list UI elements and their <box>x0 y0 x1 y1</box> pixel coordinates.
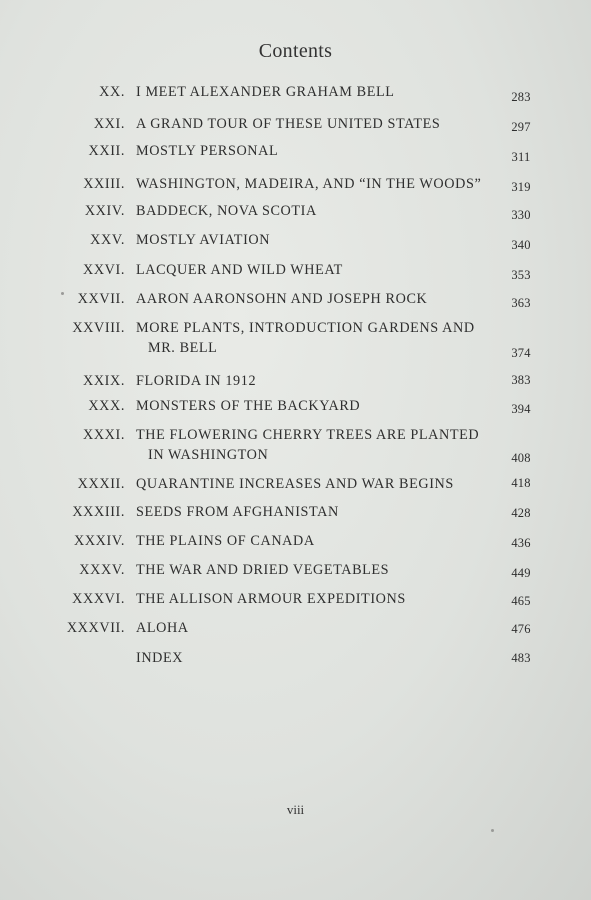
chapter-title <box>136 289 504 309</box>
chapter-title <box>136 371 504 391</box>
chapter-number: XXII. <box>88 143 125 159</box>
chapter-title-line: BADDECK, NOVA SCOTIA <box>136 203 317 219</box>
chapter-page-number: 374 <box>511 346 531 360</box>
chapter-number: XX. <box>99 84 125 100</box>
chapter-number: XXXIII. <box>72 504 125 520</box>
chapter-title <box>136 560 504 580</box>
chapter-page-number: 394 <box>511 402 531 416</box>
chapter-title-line: FLORIDA IN 1912 <box>136 373 257 389</box>
chapter-page-number: 476 <box>511 622 531 636</box>
chapter-page-number: 418 <box>511 476 531 490</box>
chapter-title-line: MOSTLY PERSONAL <box>136 143 279 159</box>
chapter-title <box>136 589 504 609</box>
chapter-title-continuation: MR. BELL <box>148 340 218 356</box>
chapter-page-number: 297 <box>511 120 531 134</box>
chapter-title <box>136 141 504 161</box>
chapter-page-number: 340 <box>511 238 531 252</box>
chapter-page-number: 353 <box>511 268 531 282</box>
paper-speck <box>61 292 64 295</box>
chapter-title <box>136 260 504 280</box>
chapter-title-line: A GRAND TOUR OF THESE UNITED STATES <box>136 116 441 132</box>
chapter-number: XXIX. <box>82 373 125 389</box>
chapter-title-line: THE WAR AND DRIED VEGETABLES <box>136 562 390 578</box>
chapter-title-line: AARON AARONSOHN AND JOSEPH ROCK <box>136 291 428 307</box>
chapter-number: XXXV. <box>79 562 125 578</box>
chapter-title <box>136 474 504 494</box>
chapter-title <box>136 174 504 194</box>
chapter-page-number: 483 <box>511 651 531 665</box>
chapter-page-number: 449 <box>511 566 531 580</box>
chapter-title-continuation: IN WASHINGTON <box>148 447 269 463</box>
chapter-title <box>136 396 504 416</box>
chapter-number: XXXIV. <box>73 533 125 549</box>
chapter-number: XXI. <box>93 116 125 132</box>
chapter-title-line: MOSTLY AVIATION <box>136 232 271 248</box>
chapter-page-number: 311 <box>511 150 531 164</box>
chapter-number: XXXVII. <box>66 620 125 636</box>
chapter-title <box>136 230 504 250</box>
chapter-title-line: ALOHA <box>136 620 189 636</box>
chapter-page-number: 408 <box>511 451 531 465</box>
chapter-number: XXXVI. <box>72 591 125 607</box>
chapter-title <box>136 318 504 358</box>
chapter-page-number: 436 <box>511 536 531 550</box>
chapter-page-number: 283 <box>511 90 531 104</box>
chapter-title-line: SEEDS FROM AFGHANISTAN <box>136 504 339 520</box>
chapter-title-line: MONSTERS OF THE BACKYARD <box>136 398 361 414</box>
chapter-title <box>136 502 504 522</box>
chapter-title <box>136 531 504 551</box>
chapter-number: XXXI. <box>82 427 125 443</box>
chapter-title <box>136 82 504 102</box>
page-title: Contents <box>258 40 333 62</box>
chapter-number: XXV. <box>90 232 125 248</box>
chapter-number: XXIII. <box>83 176 125 192</box>
chapter-number: XXVII. <box>77 291 125 307</box>
chapter-title-line: THE PLAINS OF CANADA <box>136 533 315 549</box>
chapter-title-line: WASHINGTON, MADEIRA, AND “IN THE WOODS” <box>136 176 482 192</box>
paper-speck <box>491 829 494 832</box>
chapter-title <box>136 648 504 668</box>
chapter-title <box>136 201 504 221</box>
chapter-page-number: 319 <box>511 180 531 194</box>
chapter-title-line: MORE PLANTS, INTRODUCTION GARDENS AND <box>136 320 475 336</box>
chapter-number: XXVI. <box>82 262 125 278</box>
chapter-title-line: LACQUER AND WILD WHEAT <box>136 262 343 278</box>
chapter-number: XXXII. <box>77 476 125 492</box>
chapter-title-line: QUARANTINE INCREASES AND WAR BEGINS <box>136 476 454 492</box>
chapter-title <box>136 618 504 638</box>
chapter-number: XXX. <box>88 398 125 414</box>
chapter-title <box>136 114 504 134</box>
chapter-page-number: 383 <box>511 373 531 387</box>
chapter-title <box>136 425 504 465</box>
chapter-page-number: 330 <box>511 208 531 222</box>
chapter-page-number: 363 <box>511 296 531 310</box>
chapter-page-number: 465 <box>511 594 531 608</box>
chapter-number: XXVIII. <box>72 320 125 336</box>
chapter-title-line: INDEX <box>136 650 184 666</box>
chapter-title-line: THE ALLISON ARMOUR EXPEDITIONS <box>136 591 406 607</box>
chapter-title-line: I MEET ALEXANDER GRAHAM BELL <box>136 84 395 100</box>
page-folio: viii <box>286 802 305 817</box>
chapter-title-line: THE FLOWERING CHERRY TREES ARE PLANTED <box>136 427 480 443</box>
chapter-page-number: 428 <box>511 506 531 520</box>
chapter-number: XXIV. <box>84 203 125 219</box>
